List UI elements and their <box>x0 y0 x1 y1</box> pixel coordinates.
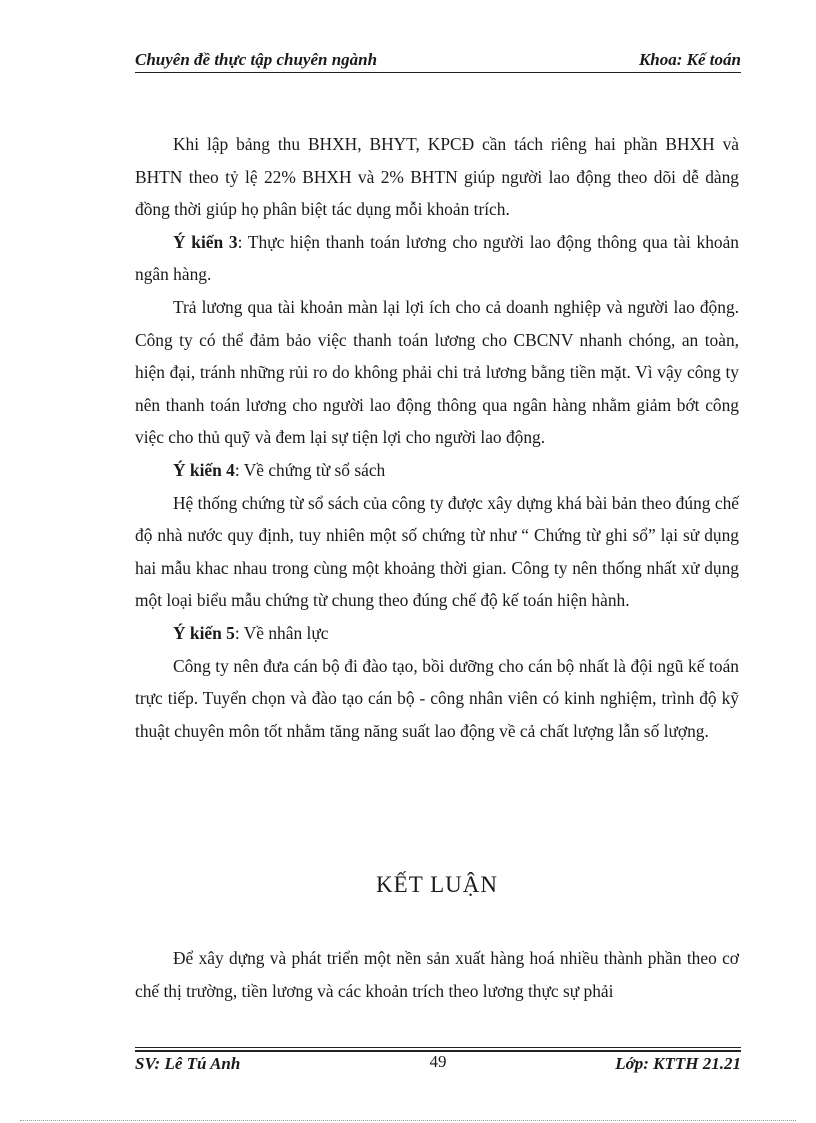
idea-5-label: Ý kiến 5 <box>173 622 235 643</box>
idea-4-text: : Về chứng từ sổ sách <box>234 459 386 480</box>
header-divider <box>135 72 741 73</box>
paragraph-bhxh: Khi lập bảng thu BHXH, BHYT, KPCĐ cần tách riêng hai phần BHXH và BHTN theo tỷ lệ 22% BHXH và 2% BHTN giúp người lao động theo dõi dễ dàng đồng thời giúp họ phân biệt tác dụng mỗi khoản trích. <box>135 134 739 220</box>
idea-5-heading <box>135 617 739 650</box>
footer-class: Lớp: KTTH 21.21 <box>615 1054 741 1073</box>
idea-5-body: Công ty nên đưa cán bộ đi đào tạo, bồi dưỡng cho cán bộ nhất là đội ngũ kế toán trực tiếp. Tuyển chọn và đào tạo cán bộ - công nhân viên có kinh nghiệm, trình độ kỹ thuật chuyên môn tốt nhằm tăng năng suất lao động về cả chất lượng lẫn số lượng. <box>135 655 739 741</box>
page-number: 49 <box>429 1052 447 1071</box>
footer-student: SV: Lê Tú Anh <box>135 1054 241 1073</box>
idea-5-text: : Về nhân lực <box>234 622 329 643</box>
idea-3-text: : Thực hiện thanh toán lương cho người lao động thông qua tài khoản ngân hàng. <box>135 231 739 285</box>
page-footer <box>135 1054 741 1078</box>
document-body <box>135 128 739 747</box>
header-faculty: Khoa: Kế toán <box>638 50 741 69</box>
page-edge-dotted <box>20 1120 796 1121</box>
idea-3-body: Trả lương qua tài khoản màn lại lợi ích cho cả doanh nghiệp và người lao động. Công ty có thể đảm bảo việc thanh toán lương cho CBCNV nhanh chóng, an toàn, hiện đại, tránh những rủi ro do không phải chi trả lương bằng tiền mặt. Vì vậy công ty nên thanh toán lương cho người lao động thông qua ngân hàng nhằm giảm bớt công việc cho thủ quỹ và đem lại sự tiện lợi cho người lao động. <box>135 296 739 448</box>
idea-3-label: Ý kiến 3 <box>173 231 238 252</box>
conclusion-body <box>135 942 739 1008</box>
idea-4-body: Hệ thống chứng từ sổ sách của công ty được xây dựng khá bài bản theo đúng chế độ nhà nước quy định, tuy nhiên một số chứng từ như “ Chứng từ ghi sổ” lại sử dụng hai mẫu khac nhau trong cùng một khoảng thời gian. Công ty nên thống nhất xử dụng một loại biểu mẫu chứng từ chung theo đúng chế độ kế toán hiện hành. <box>135 492 739 611</box>
idea-3-heading <box>135 226 739 291</box>
conclusion-title: KẾT LUẬN <box>376 872 498 897</box>
footer-divider-thin <box>135 1047 741 1048</box>
idea-4-label: Ý kiến 4 <box>173 459 235 480</box>
header-title: Chuyên đề thực tập chuyên ngành <box>135 50 378 69</box>
page-header <box>135 50 741 74</box>
conclusion-paragraph: Để xây dựng và phát triển một nền sản xuất hàng hoá nhiều thành phần theo cơ chế thị trường, tiền lương và các khoản trích theo lương thực sự phải <box>135 948 739 1001</box>
idea-4-heading <box>135 454 739 487</box>
